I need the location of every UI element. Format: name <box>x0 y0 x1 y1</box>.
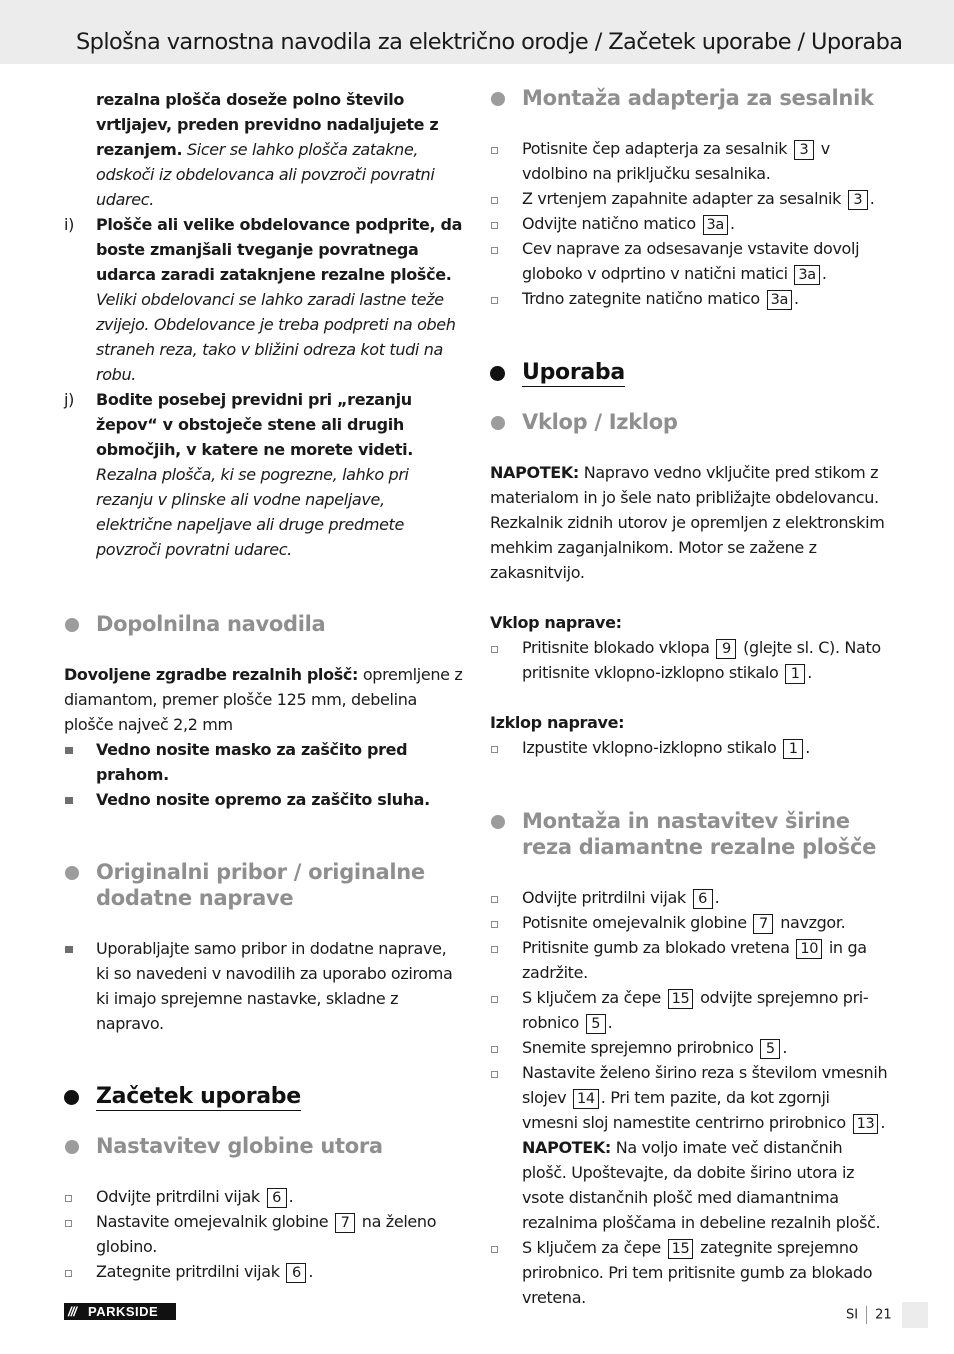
footer-tab <box>902 1302 928 1328</box>
step-text: . <box>607 1013 613 1032</box>
heading-adapter: Montaža adapterja za sesalnik <box>490 85 890 111</box>
heading-globina: Nastavitev globine utora <box>64 1133 464 1159</box>
step-text: . <box>805 738 810 757</box>
step-text: . <box>869 189 875 208</box>
globina-steps <box>64 1184 464 1284</box>
step-text: (glejte sl. C). Nato pritisnite vklopno-izklopno stikalo <box>522 638 881 682</box>
part-number-box: 6 <box>693 889 713 909</box>
heading-zacetek-uporabe <box>64 1083 464 1111</box>
step-text: in ga zadržite. <box>522 938 867 982</box>
step-text: Potisnite omejevalnik globine <box>522 913 747 932</box>
list-item <box>490 735 890 760</box>
item-j-label: j) <box>64 390 74 409</box>
list-item <box>490 635 890 685</box>
step-text: . Pri tem pazite, da kot zgornji vmesni sloj namestite centrirno prirobnico <box>522 1088 846 1132</box>
list-item <box>490 1235 890 1310</box>
step-text: Izpustite vklopno-izklopno stikalo <box>522 738 777 757</box>
step-text: . <box>308 1262 314 1281</box>
footer-divider <box>866 1306 867 1324</box>
list-item-pribor: Uporabljajte samo pribor in dodatne naprave, ki so navedeni v navodilih za uporabo oziroma ki imajo sprejemne nastavke, skladne z napravo. <box>64 936 464 1036</box>
list-item <box>490 136 890 186</box>
bullet2-text: Vedno nosite opremo za zaščito sluha. <box>96 790 430 809</box>
part-number-box: 3a <box>794 265 819 285</box>
step-text: Odvijte pritrdilni vijak <box>96 1187 260 1206</box>
step-text: Pritisnite gumb za blokado vretena <box>522 938 790 957</box>
list-item <box>490 211 890 236</box>
part-number-box: 10 <box>796 939 822 959</box>
list-item <box>490 985 890 1035</box>
heading-uporaba-text: Uporaba <box>522 360 625 385</box>
step-text: . <box>807 663 812 682</box>
logo-stripes: /// <box>68 1304 76 1319</box>
step-text: Odvijte pritrdilni vijak <box>522 888 686 907</box>
step-text: Z vrtenjem zapahnite adapter za sesalnik <box>522 189 842 208</box>
list-item <box>490 286 890 311</box>
step-text: odvijte sprejemno pri-robnico <box>522 988 869 1032</box>
part-number-box: 5 <box>760 1039 780 1059</box>
part-number-box: 5 <box>586 1014 606 1034</box>
step-text: . <box>880 1113 886 1132</box>
part-number-box: 3a <box>703 215 728 235</box>
right-column <box>490 85 890 1310</box>
napotek-text: Napravo vedno vključite pred stikom z materialom in jo šele nato približajte obdelovancu. Rezkalnik zidnih utorov je opremljen z elektronskim mehkim zaganjalnikom. Motor se zažene z zakasnitvijo. <box>490 463 885 582</box>
napotek-label: NAPOTEK: <box>522 1138 611 1157</box>
part-number-box: 15 <box>668 989 694 1009</box>
step-text: S ključem za čepe <box>522 1238 661 1257</box>
step-text: Snemite sprejemno prirobnico <box>522 1038 754 1057</box>
step-text: na želeno globino. <box>96 1212 437 1256</box>
list-item <box>64 1184 464 1209</box>
vklop-naprave-label <box>490 610 890 635</box>
step-text: Potisnite čep adapterja za sesalnik <box>522 139 788 158</box>
step-text: . <box>794 289 799 308</box>
step-text: Nastavite želeno širino reza s številom vmesnih slojev <box>522 1063 888 1107</box>
item-h-bold: rezalna plošča doseže polno število vrtljajev, preden previdno nadaljujete z rezanjem. <box>96 90 439 159</box>
list-item <box>490 1060 890 1235</box>
dovoljene-text: opremljene z diamantom, premer plošče 125 mm, debelina plošče največ 2,2 mm <box>64 665 463 734</box>
item-i-label: i) <box>64 215 74 234</box>
list-item-hearing <box>64 787 464 812</box>
list-item-mask <box>64 737 464 787</box>
list-item <box>490 910 890 935</box>
list-item <box>490 885 890 910</box>
heading-montaza: Montaža in nastavitev širine reza diamantne rezalne plošče <box>490 808 890 860</box>
left-column <box>64 87 464 1284</box>
step-text: v vdolbino na priključku sesalnika. <box>522 139 830 183</box>
page-footer <box>846 1306 892 1324</box>
part-number-box: 3a <box>767 290 792 310</box>
page-title: Splošna varnostna navodila za električno orodje / Začetek uporabe / Uporaba <box>76 29 903 55</box>
list-item <box>490 236 890 286</box>
step-text: . <box>821 264 827 283</box>
step-text: zategnite sprejemno prirobnico. Pri tem pritisnite gumb za blokado vretena. <box>522 1238 873 1307</box>
bullet1-text: Vedno nosite masko za zaščito pred prahom. <box>96 740 408 784</box>
napotek-label: NAPOTEK: <box>490 463 579 482</box>
dovoljene-bold: Dovoljene zgradbe rezalnih plošč: <box>64 665 359 684</box>
list-item <box>490 186 890 211</box>
napotek-paragraph <box>490 460 890 585</box>
montaza-steps <box>490 885 890 1310</box>
step-text: Trdno zategnite natično matico <box>522 289 760 308</box>
heading-pribor: Originalni pribor / originalne dodatne naprave <box>64 859 464 911</box>
part-number-box: 7 <box>335 1213 355 1233</box>
list-item <box>490 1035 890 1060</box>
heading-uporaba <box>490 359 890 387</box>
step-text: . <box>782 1038 788 1057</box>
part-number-box: 6 <box>267 1188 287 1208</box>
part-number-box: 3 <box>848 190 868 210</box>
dovoljene-paragraph <box>64 662 464 737</box>
step-text: Odvijte natično matico <box>522 214 696 233</box>
step-text: S ključem za čepe <box>522 988 661 1007</box>
part-number-box: 9 <box>716 639 736 659</box>
list-item <box>64 1259 464 1284</box>
item-j <box>64 387 464 562</box>
part-number-box: 6 <box>286 1263 306 1283</box>
step-text: Zategnite pritrdilni vijak <box>96 1262 280 1281</box>
heading-vklop-izklop: Vklop / Izklop <box>490 409 890 435</box>
parkside-logo <box>64 1303 176 1320</box>
item-h-continuation <box>64 87 464 212</box>
page-header <box>0 0 954 64</box>
izklop-naprave-label <box>490 710 890 735</box>
heading-zacetek-text: Začetek uporabe <box>96 1084 301 1109</box>
item-i-italic: Veliki obdelovanci se lahko zaradi lastne teže zvijejo. Obdelovance je treba podpreti na obeh straneh reza, tako v bližini odreza kot tudi na robu. <box>96 290 456 384</box>
logo-brand: PARKSIDE <box>88 1304 159 1319</box>
language-code: SI <box>846 1307 859 1323</box>
vklop-naprave-text: Vklop naprave: <box>490 613 622 632</box>
part-number-box: 14 <box>573 1089 599 1109</box>
list-item <box>490 935 890 985</box>
item-i-bold: Plošče ali velike obdelovance podprite, da boste zmanjšali tveganje povratnega udarca zaradi zataknjene rezalne plošče. <box>96 215 463 284</box>
item-j-bold: Bodite posebej previdni pri „rezanju žepov“ v obstoječe stene ali drugih območjih, v katere ne morete videti. <box>96 390 413 459</box>
step-text: . <box>729 214 735 233</box>
napotek-text: Na voljo imate več distančnih plošč. Upoštevajte, da dobite širino utora iz vsote distančnih plošč med diamantnima rezalnima ploščama in debeline rezalnih plošč. <box>522 1138 881 1232</box>
part-number-box: 13 <box>853 1114 879 1134</box>
step-text: Pritisnite blokado vklopa <box>522 638 710 657</box>
step-text: . <box>288 1187 294 1206</box>
part-number-box: 15 <box>668 1239 694 1259</box>
part-number-box: 1 <box>785 664 805 684</box>
item-h-italic: Sicer se lahko plošča zatakne, odskoči iz obdelovanca ali povzroči povratni udarec. <box>96 140 435 209</box>
step-text: Nastavite omejevalnik globine <box>96 1212 329 1231</box>
step-text: . <box>714 888 720 907</box>
izklop-naprave-text: Izklop naprave: <box>490 713 625 732</box>
adapter-steps <box>490 136 890 311</box>
step-text: navzgor. <box>780 913 846 932</box>
part-number-box: 3 <box>794 140 814 160</box>
heading-dopolnilna: Dopolnilna navodila <box>64 611 464 637</box>
step-text: Cev naprave za odsesavanje vstavite dovolj globoko v odprtino v natični matici <box>522 239 860 283</box>
item-j-italic: Rezalna plošča, ki se pogrezne, lahko pri rezanju v plinske ali vodne napeljave, električne napeljave ali druge predmete povzroči povratni udarec. <box>96 465 409 559</box>
page-number: 21 <box>875 1307 892 1323</box>
part-number-box: 7 <box>753 914 773 934</box>
list-item <box>64 1209 464 1259</box>
part-number-box: 1 <box>783 739 803 759</box>
item-i <box>64 212 464 387</box>
